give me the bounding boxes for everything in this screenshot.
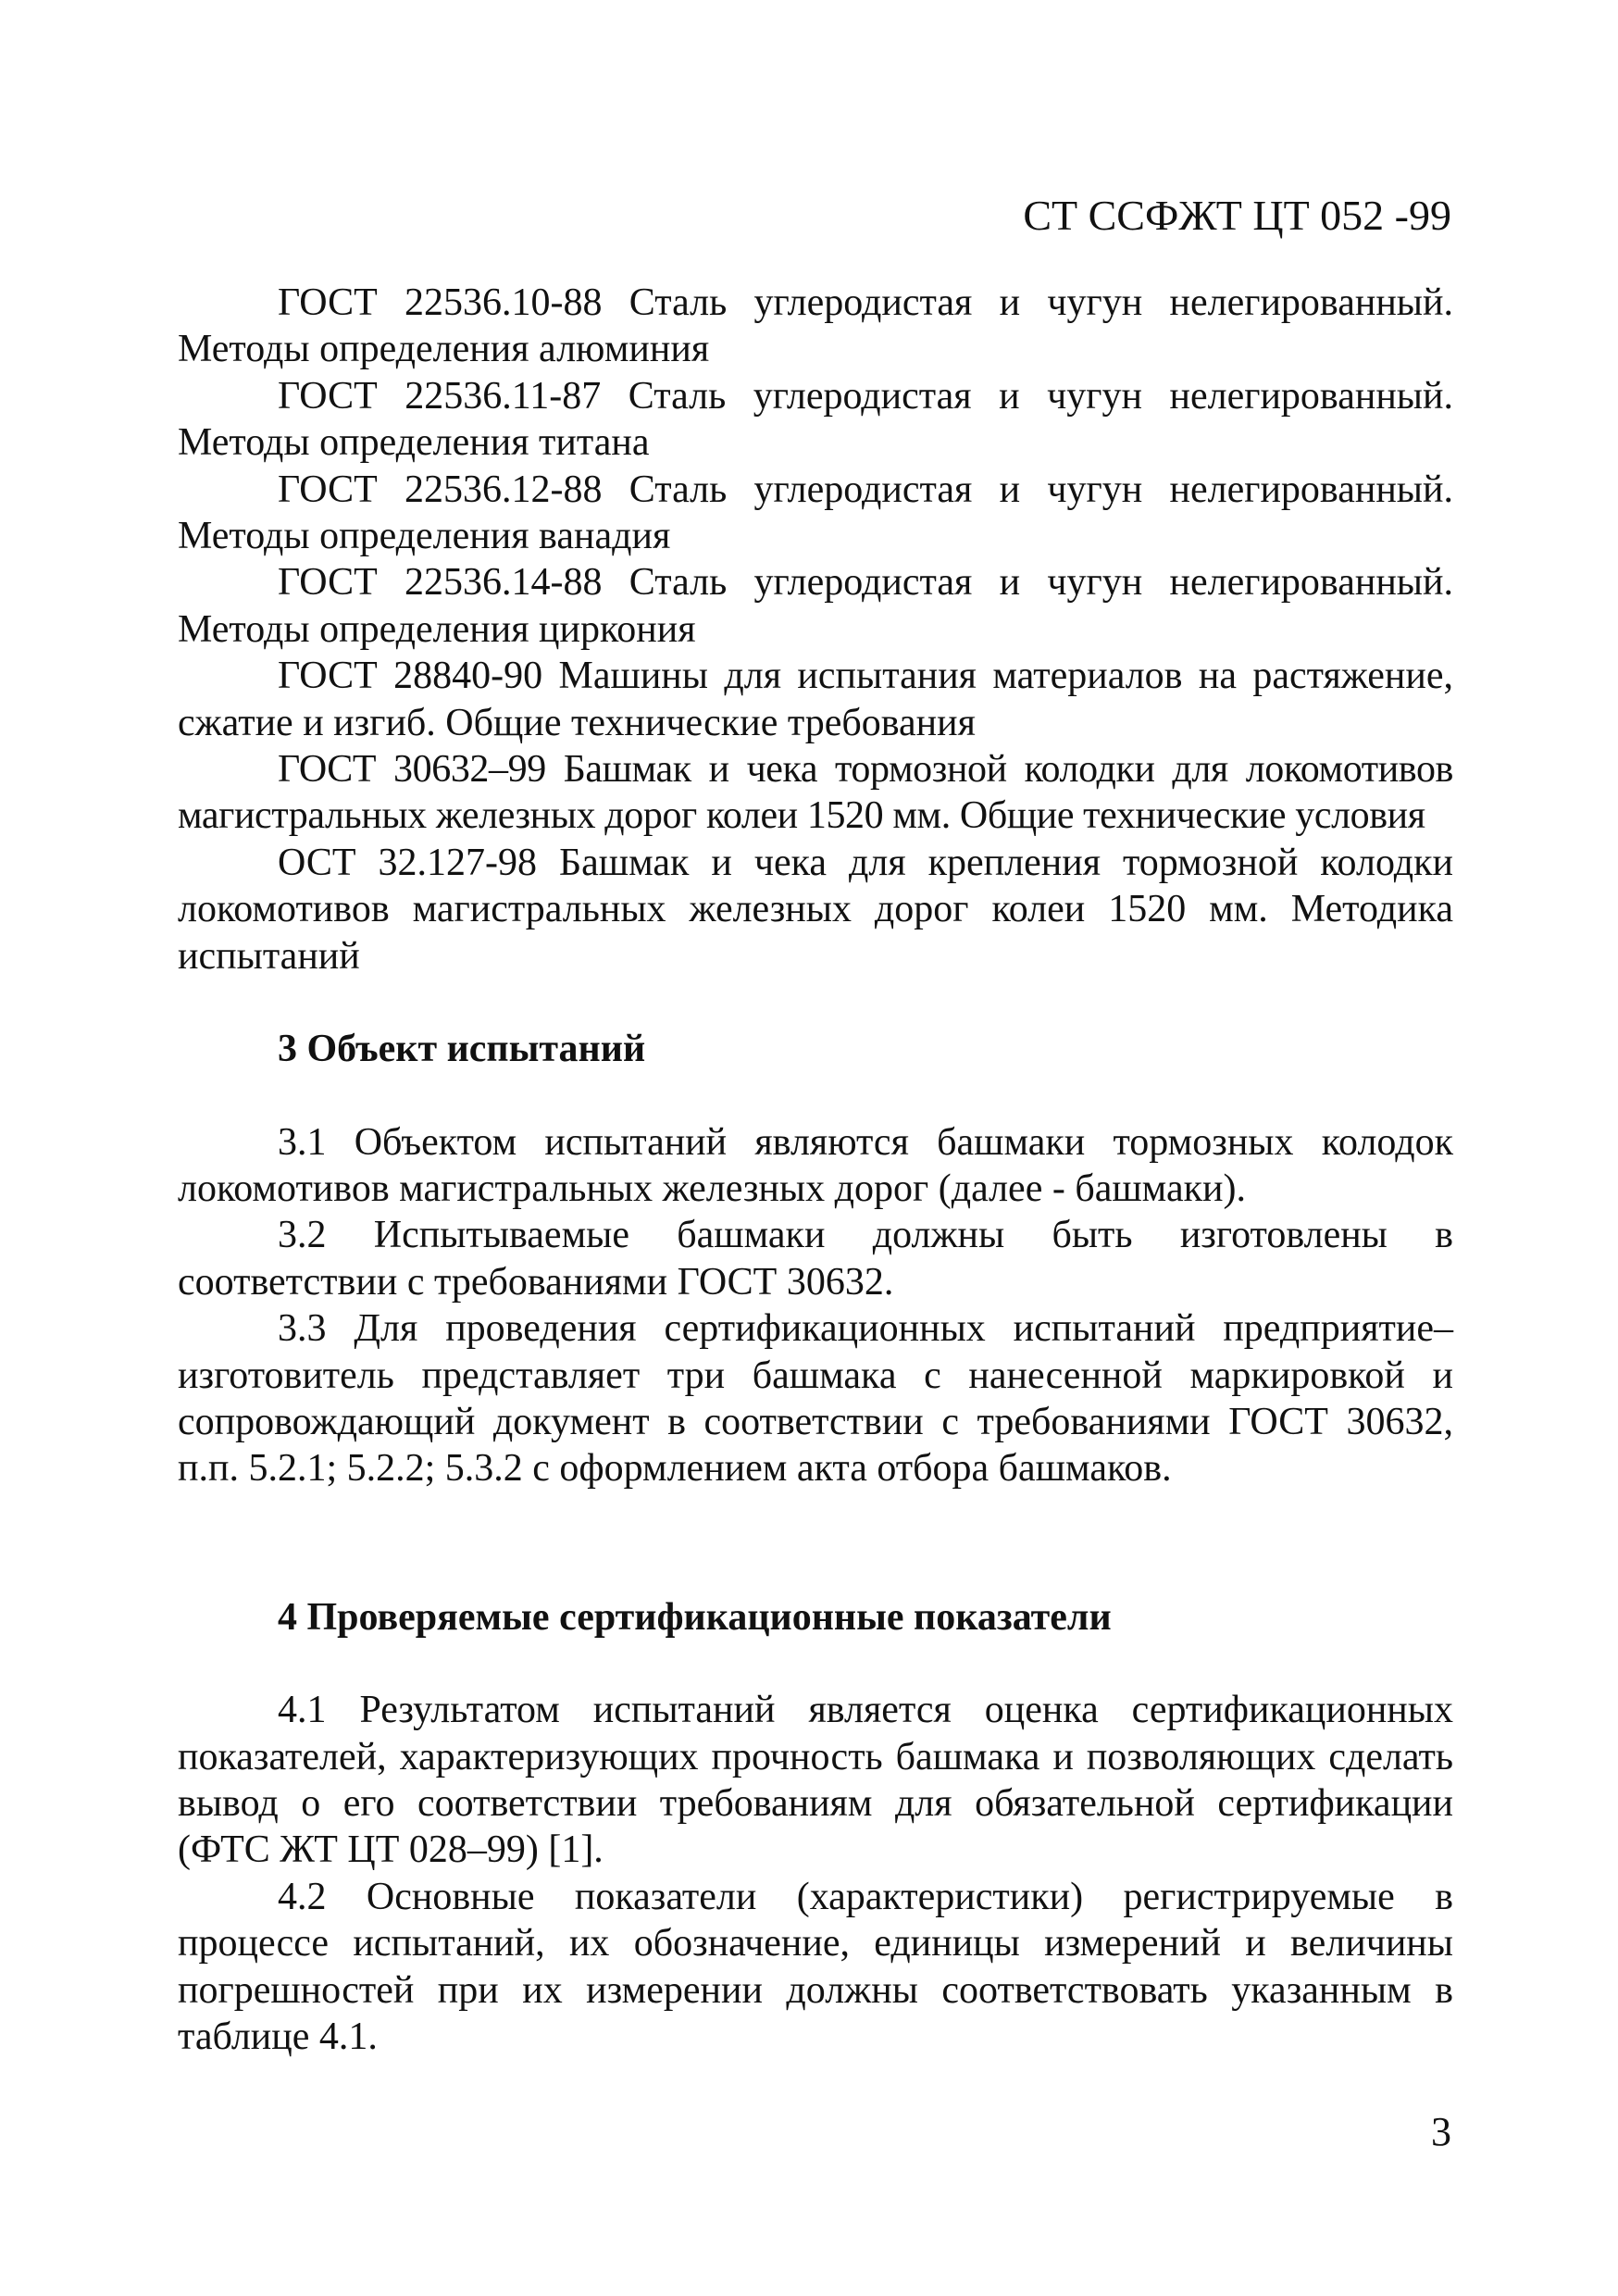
section-4-heading: 4 Проверяемые сертификационные показатели (278, 1595, 1112, 1639)
section-3-body (178, 1119, 1453, 1492)
reference-item: ГОСТ 30632–99 Башмак и чека тормозной колодки для локомотивов магистральных железных дорог колеи 1520 мм. Общие технические условия (178, 748, 1453, 838)
section-3-heading: 3 Объект испытаний (278, 1028, 646, 1071)
document-body (178, 280, 1453, 2060)
clause-4-1: 4.1 Результатом испытаний является оценка сертификационных показателей, характеризующих прочность башмака и позволяющих сделать вывод о его соответствии требованиям для обязательной сертификации (ФТС ЖТ ЦТ 028–99) [1]. (178, 1689, 1453, 1872)
clause-3-3: 3.3 Для проведения сертификационных испытаний предприятие–изготовитель представляет три башмака с нанесенной маркировкой и сопровождающий документ в соответствии с требованиями ГОСТ 30632, п.п. 5.2.1; 5.2.2; 5.3.2 с оформлением акта отбора башмаков. (178, 1307, 1453, 1491)
clause-3-1: 3.1 Объектом испытаний являются башмаки тормозных колодок локомотивов магистральных железных дорог (далее - башмаки). (178, 1120, 1453, 1210)
document-code: СТ ССФЖТ ЦТ 052 -99 (1023, 192, 1451, 239)
normative-references-list (178, 280, 1453, 980)
clause-3-2: 3.2 Испытываемые башмаки должны быть изготовлены в соответствии с требованиями ГОСТ 30632. (178, 1214, 1453, 1304)
reference-item: ГОСТ 28840-90 Машины для испытания материалов на растяжение, сжатие и изгиб. Общие технические требования (178, 655, 1453, 744)
section-4-body (178, 1687, 1453, 2060)
reference-item: ГОСТ 22536.12-88 Сталь углеродистая и чугун нелегированный. Методы определения ванадия (178, 468, 1453, 558)
reference-item: ГОСТ 22536.11-87 Сталь углеродистая и чугун нелегированный. Методы определения титана (178, 374, 1453, 465)
reference-item: ГОСТ 22536.10-88 Сталь углеродистая и чугун нелегированный. Методы определения алюминия (178, 281, 1453, 371)
page-number: 3 (1431, 2109, 1451, 2154)
reference-item: ОСТ 32.127-98 Башмак и чека для крепления тормозной колодки локомотивов магистральных железных дорог колеи 1520 мм. Методика испытаний (178, 841, 1453, 978)
reference-item: ГОСТ 22536.14-88 Сталь углеродистая и чугун нелегированный. Методы определения циркония (178, 561, 1453, 651)
clause-4-2: 4.2 Основные показатели (характеристики) регистрируемые в процессе испытаний, их обозначение, единицы измерений и величины погрешностей при их измерении должны соответствовать указанным в таблице 4.1. (178, 1875, 1453, 2058)
